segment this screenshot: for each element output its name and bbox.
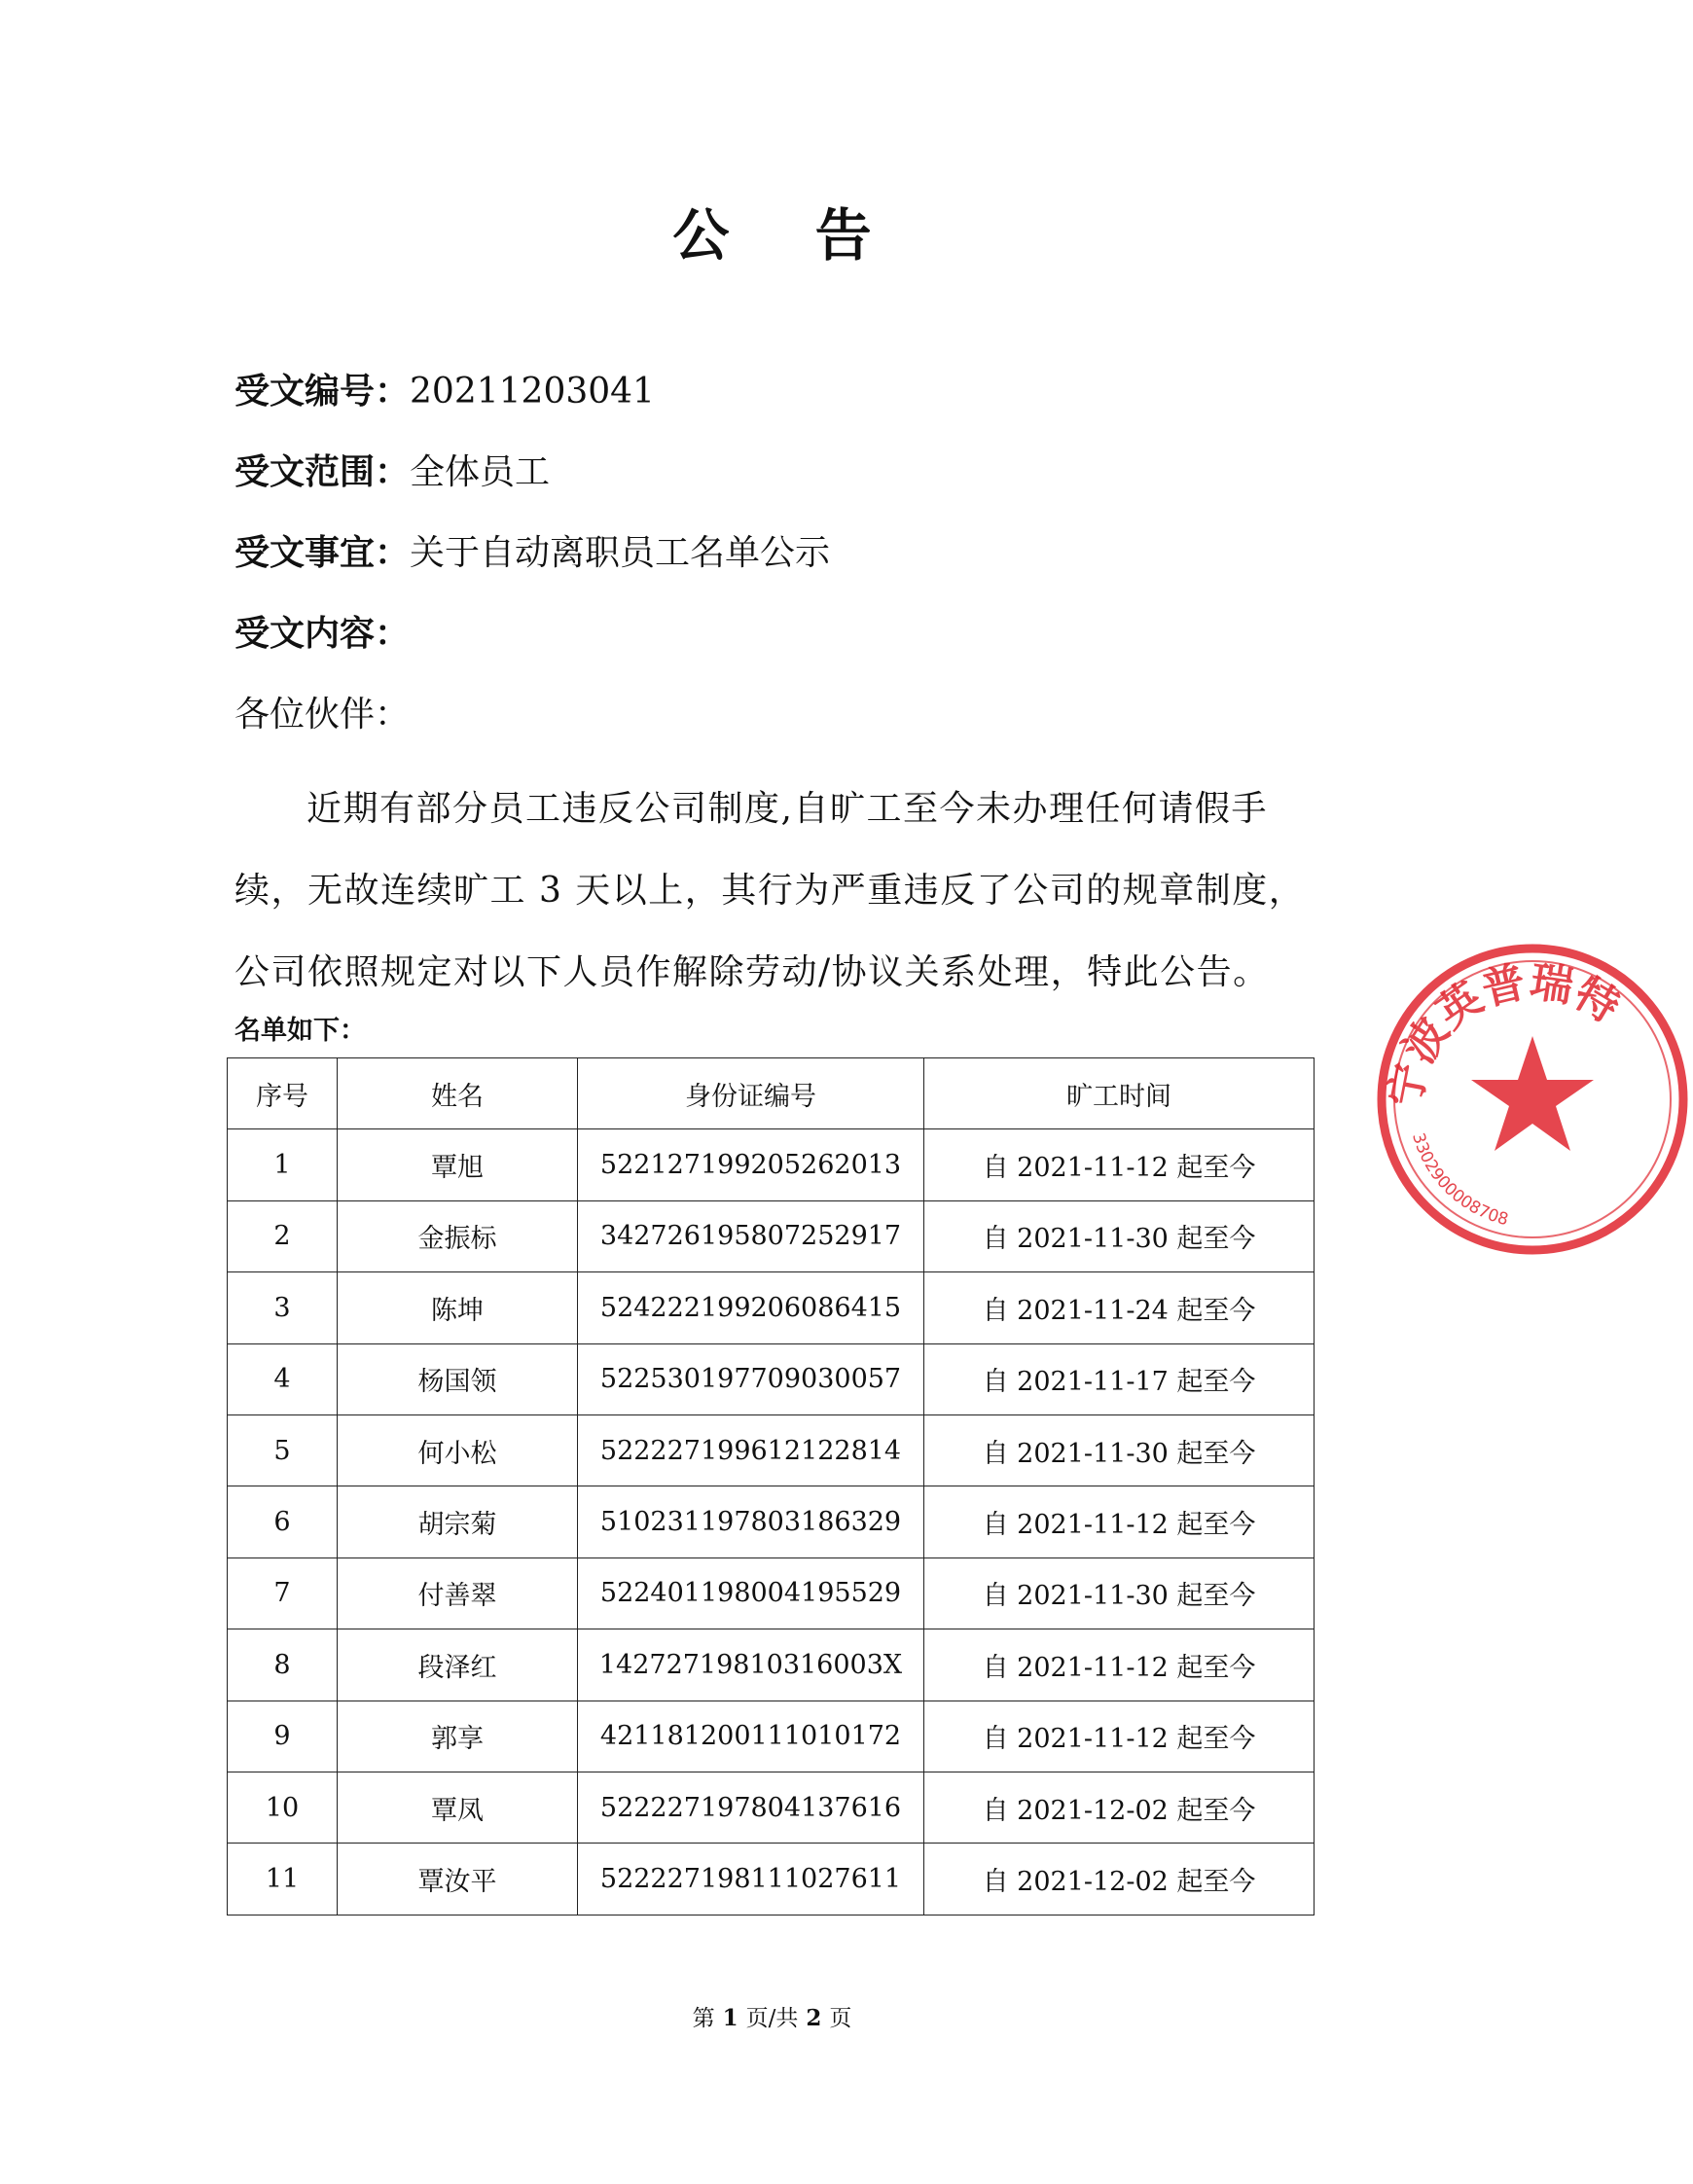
employee-name: 覃旭 [338,1129,578,1200]
row-number: 10 [228,1772,338,1843]
table-header-row [228,1058,1315,1129]
id-number: 510231197803186329 [578,1486,924,1557]
employee-name: 付善翠 [338,1557,578,1629]
employee-name: 何小松 [338,1414,578,1486]
absence-date: 自 2021-11-12 起至今 [924,1701,1315,1772]
employee-name: 金振标 [338,1200,578,1271]
row-number: 2 [228,1200,338,1271]
table-body [228,1129,1315,1915]
table-row [228,1629,1315,1701]
meta-number [234,367,655,416]
meta-matter [234,528,830,578]
id-number: 522401198004195529 [578,1557,924,1629]
table-row [228,1772,1315,1843]
employee-name: 段泽红 [338,1629,578,1701]
roster-table [227,1057,1315,1915]
meta-number-label: 受文编号： [234,371,411,412]
footer-suffix: 页 [829,2006,852,2031]
table-row [228,1557,1315,1629]
table-row [228,1486,1315,1557]
footer-middle: 页/共 [745,2006,799,2031]
table-row [228,1272,1315,1343]
employee-name: 覃汝平 [338,1844,578,1915]
footer-prefix: 第 [692,2006,715,2031]
footer-total-pages: 2 [806,2005,822,2031]
header-id-number: 身份证编号 [578,1058,924,1129]
employee-name: 胡宗菊 [338,1486,578,1557]
footer-page-number: 1 [722,2005,738,2031]
row-number: 3 [228,1272,338,1343]
row-number: 7 [228,1557,338,1629]
table-row [228,1200,1315,1271]
header-number: 序号 [228,1058,338,1129]
id-number: 522227197804137616 [578,1772,924,1843]
absence-date: 自 2021-12-02 起至今 [924,1844,1315,1915]
company-seal [1372,939,1693,1260]
row-number: 6 [228,1486,338,1557]
row-number: 4 [228,1343,338,1414]
id-number: 524222199206086415 [578,1272,924,1343]
meta-matter-value: 关于自动离职员工名单公示 [410,533,831,573]
id-number: 522530197709030057 [578,1343,924,1414]
meta-content-label: 受文内容： [234,613,411,654]
absence-date: 自 2021-11-24 起至今 [924,1272,1315,1343]
meta-number-value: 20211203041 [410,372,655,412]
employee-name: 杨国领 [338,1343,578,1414]
absence-date: 自 2021-11-17 起至今 [924,1343,1315,1414]
meta-matter-label: 受文事宜： [234,532,411,573]
page-footer [0,2000,1544,2032]
header-absence-date: 旷工时间 [924,1058,1315,1129]
absence-date: 自 2021-11-12 起至今 [924,1129,1315,1200]
greeting: 各位伙伴： [234,695,411,734]
absence-date: 自 2021-11-12 起至今 [924,1486,1315,1557]
id-number: 522227198111027611 [578,1844,924,1915]
absence-date: 自 2021-11-30 起至今 [924,1200,1315,1271]
absence-date: 自 2021-11-30 起至今 [924,1557,1315,1629]
table-row [228,1701,1315,1772]
table-row [228,1343,1315,1414]
meta-scope-label: 受文范围： [234,451,411,492]
table-row [228,1844,1315,1915]
seal-number: 3302900008708 [1408,1130,1511,1231]
employee-name: 陈坤 [338,1272,578,1343]
row-number: 1 [228,1129,338,1200]
table-row [228,1414,1315,1486]
id-number: 342726195807252917 [578,1200,924,1271]
seal-text: 宁波英普瑞特 [1380,956,1629,1111]
row-number: 8 [228,1629,338,1701]
employee-name: 郭享 [338,1701,578,1772]
absence-date: 自 2021-11-30 起至今 [924,1414,1315,1486]
seal-star-icon [1471,1036,1594,1151]
meta-content [234,609,410,659]
id-number: 421181200111010172 [578,1701,924,1772]
header-name: 姓名 [338,1058,578,1129]
page-title: 公 告 [672,202,905,269]
body-paragraph: 近期有部分员工违反公司制度,自旷工至今未办理任何请假手续，无故连续旷工 3 天以上，其行为严重违反了公司的规章制度，公司依照规定对以下人员作解除劳动/协议关系处理，特此公告。 [234,789,1306,992]
id-number: 14272719810316003X [578,1629,924,1701]
row-number: 5 [228,1414,338,1486]
list-title: 名单如下： [234,1016,366,1046]
employee-name: 覃凤 [338,1772,578,1843]
row-number: 9 [228,1701,338,1772]
id-number: 522127199205262013 [578,1129,924,1200]
meta-scope-value: 全体员工 [410,452,551,492]
meta-scope [234,448,550,497]
row-number: 11 [228,1844,338,1915]
absence-date: 自 2021-11-12 起至今 [924,1629,1315,1701]
id-number: 522227199612122814 [578,1414,924,1486]
table-row [228,1129,1315,1200]
absence-date: 自 2021-12-02 起至今 [924,1772,1315,1843]
